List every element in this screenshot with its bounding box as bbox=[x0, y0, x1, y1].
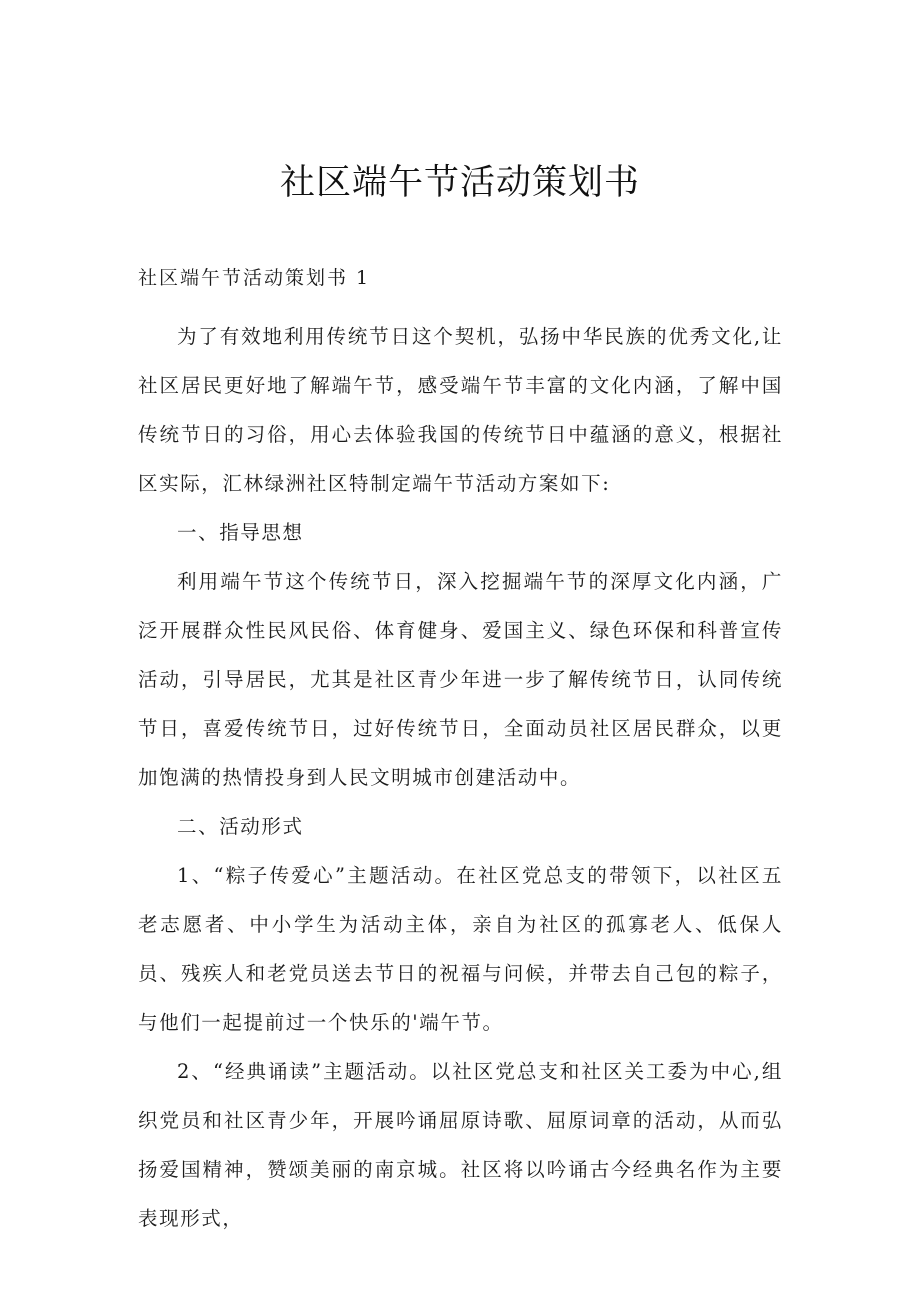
activity-item-1-paragraph: 1、“粽子传爱心”主题活动。在社区党总支的带领下，以社区五老志愿者、中小学生为活动主体，亲自为社区的孤寡老人、低保人员、残疾人和老党员送去节日的祝福与问候，并带去自己包的粽子，与他们一起提前过一个快乐的'端午节。 bbox=[138, 864, 783, 1034]
document-title: 社区端午节活动策划书 bbox=[279, 163, 640, 203]
section-heading-activity-forms: 二、活动形式 bbox=[177, 815, 304, 838]
activity-item-2-paragraph: 2、“经典诵读”主题活动。以社区党总支和社区关工委为中心,组织党员和社区青少年，开展吟诵屈原诗歌、屈原词章的活动，从而弘扬爱国精神，赞颂美丽的南京城。社区将以吟诵古今经典名作为主要表现形式， bbox=[138, 1060, 783, 1230]
intro-paragraph: 为了有效地利用传统节日这个契机，弘扬中华民族的优秀文化,让社区居民更好地了解端午节，感受端午节丰富的文化内涵，了解中国传统节日的习俗，用心去体验我国的传统节日中蕴涵的意义，根据社区实际，汇林绿洲社区特制定端午节活动方案如下: bbox=[138, 325, 783, 495]
document-subtitle: 社区端午节活动策划书 1 bbox=[138, 267, 371, 289]
guiding-ideology-paragraph: 利用端午节这个传统节日，深入挖掘端午节的深厚文化内涵，广泛开展群众性民风民俗、体育健身、爱国主义、绿色环保和科普宣传活动，引导居民，尤其是社区青少年进一步了解传统节日，认同传统节日，喜爱传统节日，过好传统节日，全面动员社区居民群众，以更加饱满的热情投身到人民文明城市创建活动中。 bbox=[138, 570, 783, 789]
section-heading-guiding-ideology: 一、指导思想 bbox=[177, 521, 304, 544]
document-body bbox=[138, 312, 783, 1243]
